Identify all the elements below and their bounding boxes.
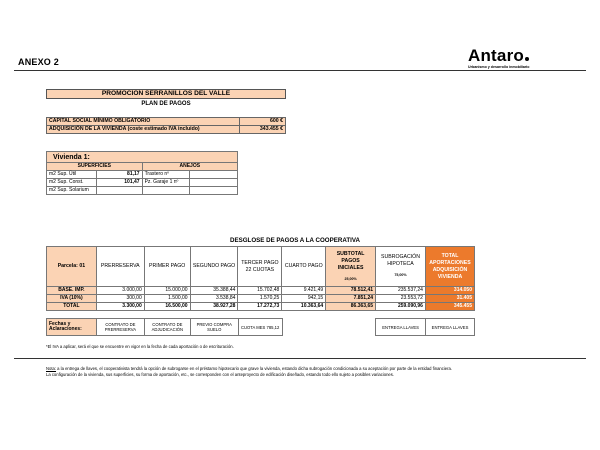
subrogation-percent: 75,00% xyxy=(394,273,407,277)
annex-value xyxy=(190,187,238,195)
row-label: TOTAL xyxy=(47,303,97,311)
cell-subrogacion: 235.537,24 xyxy=(376,287,426,295)
subtotal-percent: 25,00% xyxy=(344,276,357,281)
capital-label: CAPITAL SOCIAL MÍNIMO OBLIGATORIO xyxy=(47,118,240,126)
row-label: BASE. IMP. xyxy=(47,287,97,295)
breakdown-row xyxy=(47,287,475,295)
cell-prerreserva: 3.000,00 xyxy=(96,287,144,295)
company-logo xyxy=(468,47,560,69)
annex-value xyxy=(190,171,238,179)
footnote-line1: a la entrega de llaves, el cooperativista tendrá la opción de subrogarse en el préstamo hipotecario que grave la vivienda, estando dicha subrogación condicionada a su aceptación por parte de la entidad financiera. xyxy=(56,366,452,371)
logo-tagline: Urbanismo y desarrollo inmobiliario xyxy=(468,65,530,69)
plot-label: Parcela: 01 xyxy=(47,247,97,287)
annex-title: ANEXO 2 xyxy=(18,57,59,67)
date-cuarto xyxy=(282,319,326,336)
bottom-divider xyxy=(14,358,586,359)
breakdown-row xyxy=(47,295,475,303)
footnote-label: Nota: xyxy=(46,366,57,371)
surfaces-header: SUPERFICIES xyxy=(47,163,143,171)
capital-value: 600 € xyxy=(240,118,286,126)
col-subrogacion xyxy=(376,247,426,287)
housing-row xyxy=(47,171,238,179)
cell-cuarto: 942,15 xyxy=(282,295,326,303)
breakdown-title: DESGLOSE DE PAGOS A LA COOPERATIVA xyxy=(230,237,360,244)
cell-segundo: 38.927,28 xyxy=(190,303,238,311)
date-tercer: CUOTA MES 785,12 xyxy=(238,319,282,336)
housing-table xyxy=(46,151,238,195)
date-subrogacion: ENTREGA LLAVES xyxy=(376,319,426,336)
payment-breakdown-table xyxy=(46,246,475,311)
promotion-title: PROMOCION SERRANILLOS DEL VALLE xyxy=(46,89,286,99)
cell-subtotal: 86.363,65 xyxy=(326,303,376,311)
cell-cuarto: 9.421,49 xyxy=(282,287,326,295)
cell-prerreserva: 300,00 xyxy=(96,295,144,303)
col-tercer-pago: TERCER PAGO 22 CUOTAS xyxy=(238,247,282,287)
annex-label xyxy=(142,187,190,195)
cell-tercer: 15.702,48 xyxy=(238,287,282,295)
annex-value xyxy=(190,179,238,187)
capital-row xyxy=(47,126,286,134)
cell-primer: 16.500,00 xyxy=(144,303,190,311)
housing-title: Vivienda 1: xyxy=(47,152,238,163)
dates-label: Fechas y Aclaraciones: xyxy=(47,319,97,336)
footnote xyxy=(46,366,566,378)
capital-table xyxy=(46,117,286,134)
annex-label: Pz. Garaje 1 nº xyxy=(142,179,190,187)
dates-row xyxy=(47,319,475,336)
date-primer: CONTRATO DE ADJUDICACIÓN xyxy=(144,319,190,336)
logo-dot-icon xyxy=(525,57,529,61)
subrogation-header: SUBROGACIÓN HIPOTECA xyxy=(381,254,420,267)
row-label: IVA (10%) xyxy=(47,295,97,303)
col-subtotal xyxy=(326,247,376,287)
footnote-line2: La configuración de la vivienda, sus superficies, su forma de aportación, etc., se corresponden con el anteproyecto de edificación diseñado, estando todo ello sujeto a posibles variaciones. xyxy=(46,372,395,377)
breakdown-total-row xyxy=(47,303,475,311)
surface-value: 81,17 xyxy=(96,171,142,179)
cell-primer: 15.000,00 xyxy=(144,287,190,295)
annexes-header: ANEJOS xyxy=(142,163,237,171)
surface-label: m2 Sup. Solarium xyxy=(47,187,97,195)
cell-subrogacion: 259.090,96 xyxy=(376,303,426,311)
cell-total: 314.050 xyxy=(425,287,474,295)
cell-tercer: 17.272,73 xyxy=(238,303,282,311)
surface-label: m2 Sup. Const. xyxy=(47,179,97,187)
capital-row xyxy=(47,118,286,126)
date-segundo: PREVIO COMPRA SUELO xyxy=(190,319,238,336)
cell-primer: 1.500,00 xyxy=(144,295,190,303)
cell-subtotal: 7.851,24 xyxy=(326,295,376,303)
dates-table xyxy=(46,318,475,336)
col-total-aportaciones: TOTAL APORTACIONES ADQUISICIÓN VIVIENDA xyxy=(425,247,474,287)
col-segundo-pago: SEGUNDO PAGO xyxy=(190,247,238,287)
cell-segundo: 35.388,44 xyxy=(190,287,238,295)
surface-label: m2 Sup. Útil xyxy=(47,171,97,179)
col-cuarto-pago: CUARTO PAGO xyxy=(282,247,326,287)
cell-cuarto: 10.363,64 xyxy=(282,303,326,311)
cell-subtotal: 78.512,41 xyxy=(326,287,376,295)
annex-label: Trastero nº xyxy=(142,171,190,179)
cell-tercer: 1.570,25 xyxy=(238,295,282,303)
housing-row xyxy=(47,187,238,195)
subtotal-header: SUBTOTAL PAGOS INICIALES xyxy=(336,250,365,271)
housing-row xyxy=(47,179,238,187)
surface-value: 101,47 xyxy=(96,179,142,187)
capital-value: 343.455 € xyxy=(240,126,286,134)
date-total: ENTREGA LLAVES xyxy=(426,319,475,336)
col-primer-pago: PRIMER PAGO xyxy=(144,247,190,287)
cell-prerreserva: 3.300,00 xyxy=(96,303,144,311)
vat-note: *El IVA a aplicar, será el que se encuentre en vigor en la fecha de cada aportación o de escrituración. xyxy=(46,344,234,349)
top-divider xyxy=(14,70,586,71)
cell-segundo: 3.538,84 xyxy=(190,295,238,303)
logo-word: Antaro xyxy=(468,46,524,65)
cell-total: 31.405 xyxy=(425,295,474,303)
breakdown-header-row xyxy=(47,247,475,287)
date-subtotal xyxy=(326,319,376,336)
cell-subrogacion: 23.553,72 xyxy=(376,295,426,303)
col-prerreserva: PRERRESERVA xyxy=(96,247,144,287)
cell-total: 345.455 xyxy=(425,303,474,311)
surface-value xyxy=(96,187,142,195)
payment-plan-title: PLAN DE PAGOS xyxy=(141,101,191,107)
date-prerreserva: CONTRATO DE PRERRESERVA xyxy=(96,319,144,336)
capital-label: ADQUISICIÓN DE LA VIVIENDA (coste estimado IVA incluido) xyxy=(47,126,240,134)
